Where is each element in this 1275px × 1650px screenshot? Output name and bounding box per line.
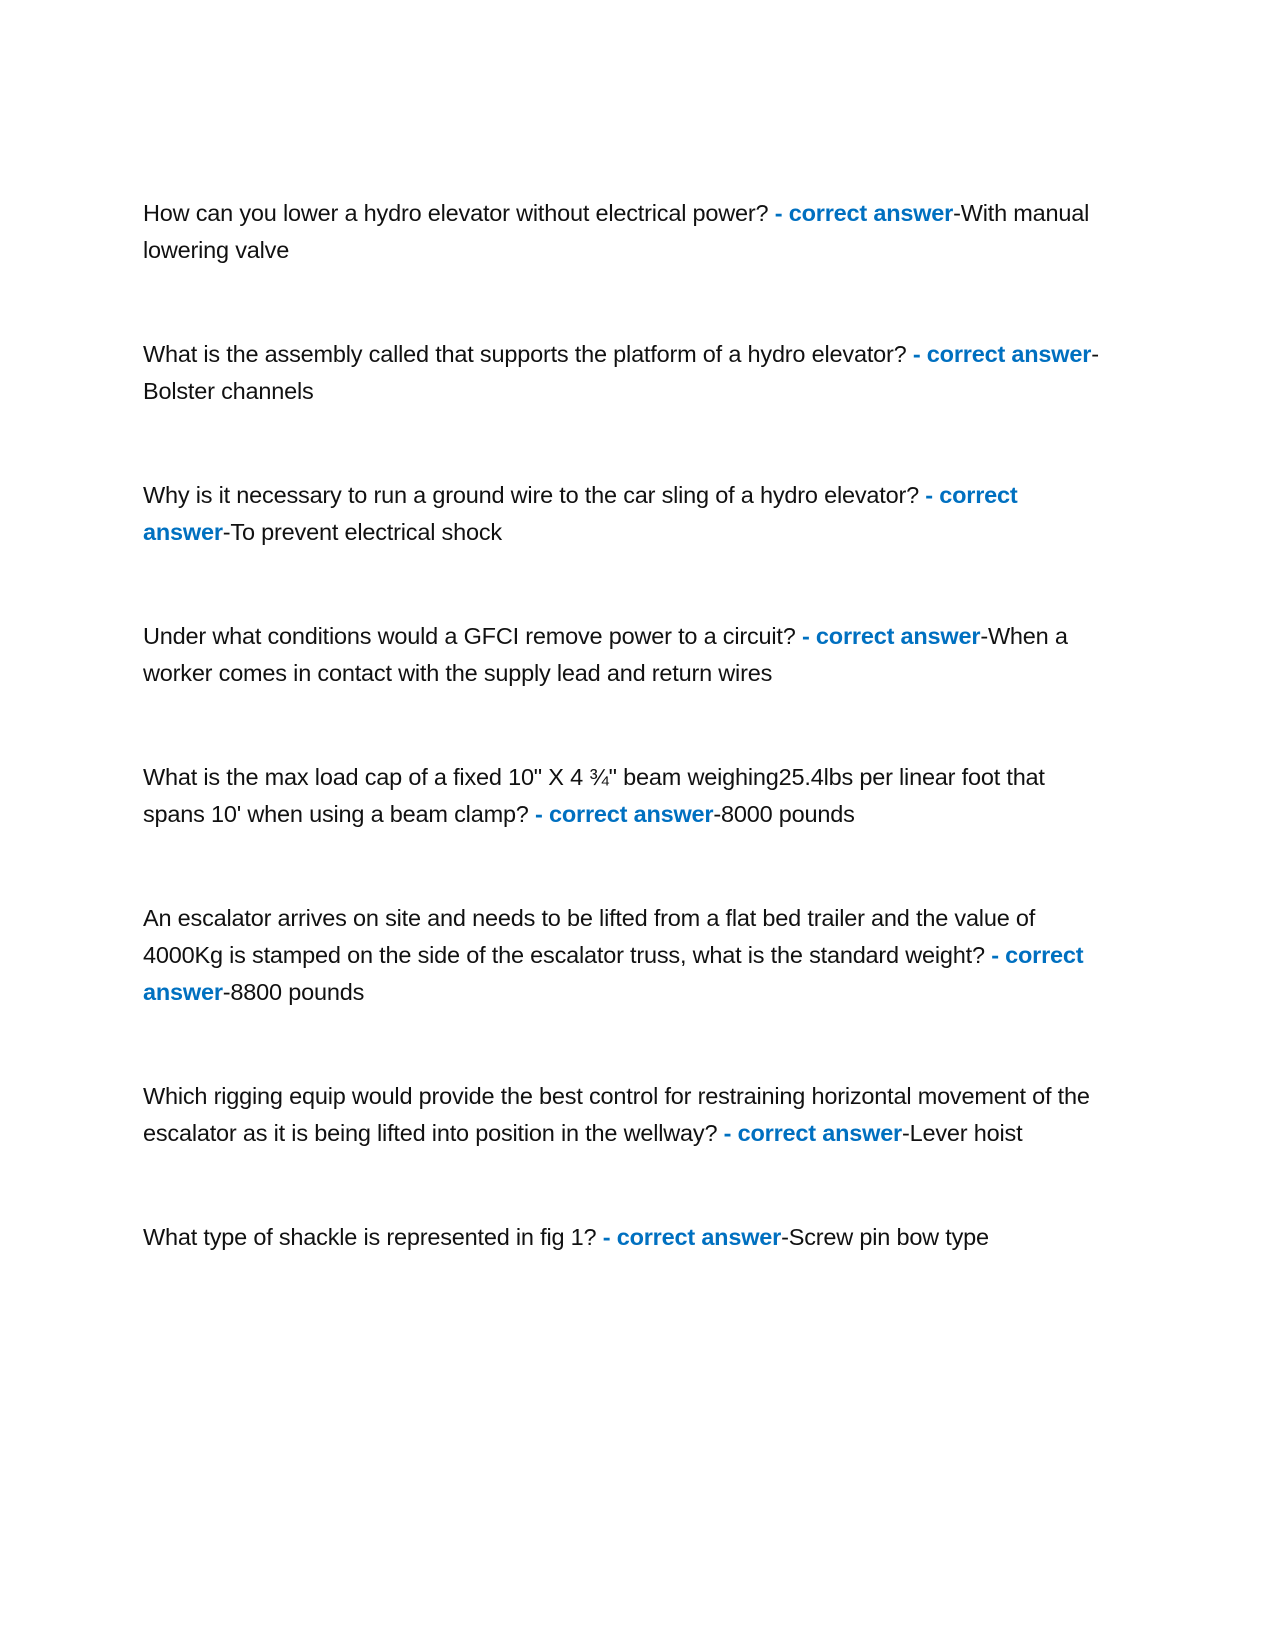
qa-item xyxy=(143,195,1103,269)
qa-item xyxy=(143,1219,1103,1256)
answer-text: -To prevent electrical shock xyxy=(222,519,502,545)
answer-label: - correct answer xyxy=(143,942,1084,1005)
qa-item xyxy=(143,618,1103,692)
answer-label: - correct answer xyxy=(602,1224,782,1250)
answer-text: -When a worker comes in contact with the supply lead and return wires xyxy=(143,623,1068,686)
answer-label: - correct answer xyxy=(801,623,981,649)
question-text: What is the max load cap of a fixed 10" X 4 ¾" beam weighing25.4lbs per linear foot that spans 10' when using a beam clamp? xyxy=(143,764,1045,827)
question-text: How can you lower a hydro elevator without electrical power? xyxy=(143,200,775,226)
question-text: What type of shackle is represented in fig 1? xyxy=(143,1224,603,1250)
answer-label: - correct answer xyxy=(774,200,954,226)
qa-item xyxy=(143,477,1103,551)
answer-text: -Screw pin bow type xyxy=(781,1224,989,1250)
question-text: An escalator arrives on site and needs to be lifted from a flat bed trailer and the value of 4000Kg is stamped on the side of the escalator truss, what is the standard weight? xyxy=(143,905,1036,968)
question-text: Under what conditions would a GFCI remove power to a circuit? xyxy=(143,623,802,649)
answer-text: -Bolster channels xyxy=(143,341,1099,404)
qa-item xyxy=(143,336,1103,410)
answer-label: - correct answer xyxy=(723,1120,903,1146)
answer-text: -Lever hoist xyxy=(902,1120,1023,1146)
question-text: What is the assembly called that supports the platform of a hydro elevator? xyxy=(143,341,913,367)
document-body xyxy=(143,195,1103,1323)
question-text: Which rigging equip would provide the best control for restraining horizontal movement of the escalator as it is being lifted into position in the wellway? xyxy=(143,1083,1090,1146)
qa-item xyxy=(143,900,1103,1011)
qa-item xyxy=(143,1078,1103,1152)
answer-text: -8800 pounds xyxy=(222,979,365,1005)
answer-label: - correct answer xyxy=(912,341,1092,367)
answer-label: - correct answer xyxy=(535,801,714,827)
answer-label: - correct answer xyxy=(143,482,1018,545)
question-text: Why is it necessary to run a ground wire to the car sling of a hydro elevator? xyxy=(143,482,926,508)
answer-text: -8000 pounds xyxy=(713,801,855,827)
answer-text: -With manual lowering valve xyxy=(143,200,1090,263)
qa-item xyxy=(143,759,1103,833)
